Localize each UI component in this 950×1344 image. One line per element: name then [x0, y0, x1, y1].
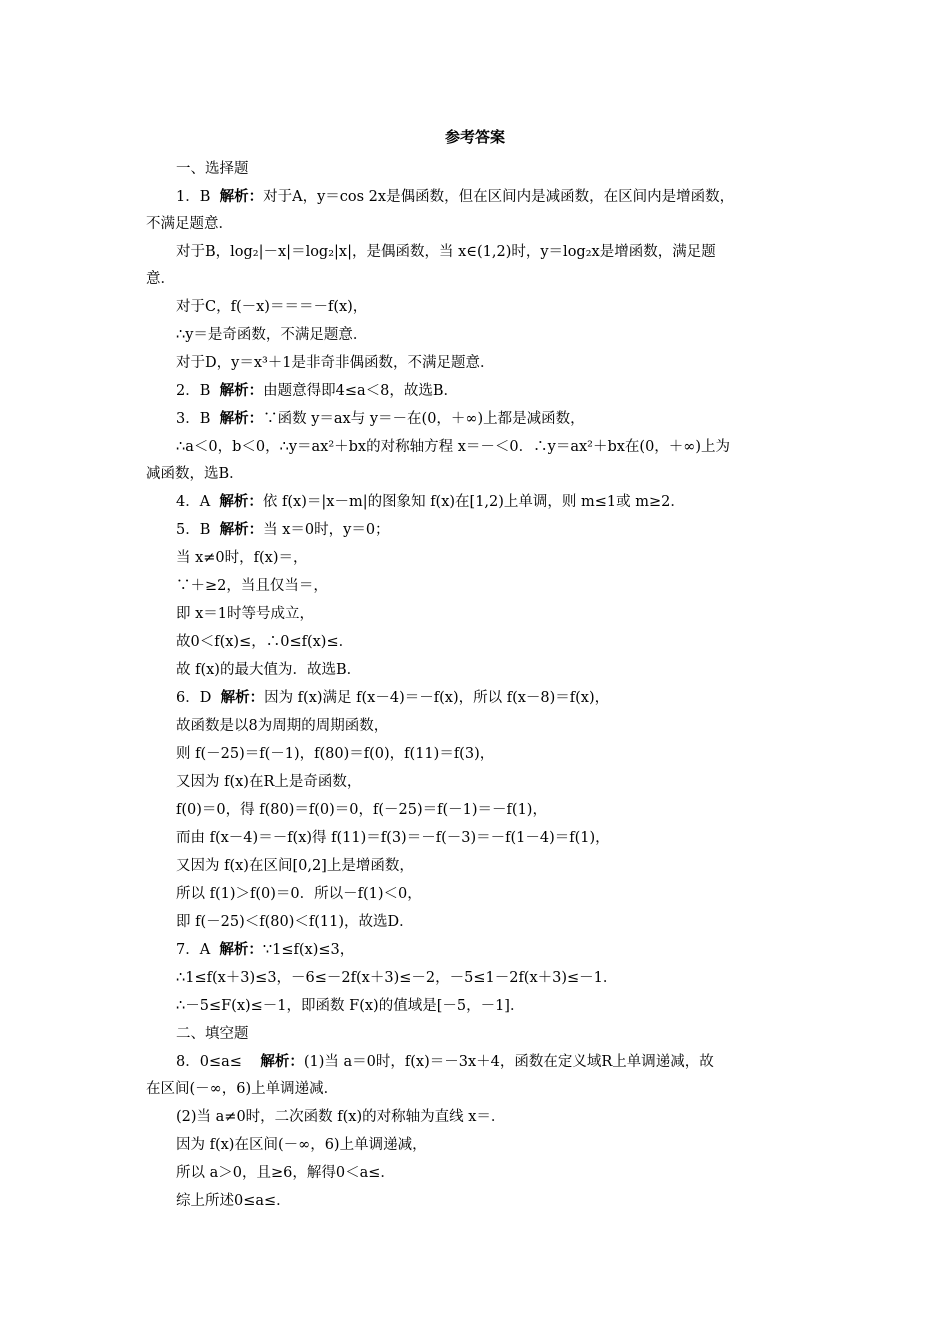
answer-line: [176, 688, 609, 708]
answer-line: 因为 f(x)在区间(－∞，6)上单调递减，: [176, 1137, 427, 1153]
analysis-label: 解析：: [219, 942, 263, 958]
answer-line: 则 f(－25)＝f(－1)，f(80)＝f(0)，f(11)＝f(3)，: [176, 746, 495, 762]
answer-text: (1)当 a＝0时，f(x)＝－3x＋4，函数在定义域R上单调递减，故: [303, 1054, 714, 1070]
answer-text: ∵函数 y＝ax与 y＝－在(0，＋∞)上都是减函数，: [263, 411, 585, 427]
question-number: 2．B: [176, 383, 211, 399]
answer-text: ∵1≤f(x)≤3，: [262, 942, 355, 958]
answer-line: 即 x＝1时等号成立，: [176, 606, 315, 622]
analysis-label: 解析：: [219, 522, 264, 538]
question-number: 4．A: [176, 494, 211, 510]
answer-line: 对于B，log₂|－x|＝log₂|x|，是偶函数，当 x∈(1,2)时，y＝log₂x是增函数，满足题: [176, 244, 716, 260]
answer-line: 而由 f(x－4)＝－f(x)得 f(11)＝f(3)＝－f(－3)＝－f(1－4)＝f(1)，: [176, 830, 610, 846]
answer-line: ∴a＜0，b＜0，∴y＝ax²＋bx的对称轴方程 x＝－＜0．∴y＝ax²＋bx在(0，＋∞)上为: [176, 439, 731, 455]
answer-line: [176, 492, 685, 512]
question-number: 3．B: [176, 411, 211, 427]
question-number: 7．A: [176, 942, 211, 958]
answer-line: 意．: [146, 271, 175, 287]
answer-line: f(0)＝0，得 f(80)＝f(0)＝0，f(－25)＝f(－1)＝－f(1)，: [176, 802, 547, 818]
answer-line: 减函数，选B．: [146, 466, 244, 482]
answer-text: 由题意得即4≤a＜8，故选B．: [263, 383, 459, 399]
answer-line: 不满足题意．: [146, 216, 233, 232]
answer-line: 故0＜f(x)≤，∴0≤f(x)≤．: [176, 634, 354, 650]
answer-line: (2)当 a≠0时，二次函数 f(x)的对称轴为直线 x＝．: [176, 1109, 506, 1125]
question-number: 6．D: [176, 690, 212, 706]
answer-text: 当 x＝0时，y＝0；: [263, 522, 390, 538]
question-number: 1．B: [176, 189, 211, 205]
answer-line: 对于D，y＝x³＋1是非奇非偶函数，不满足题意．: [176, 355, 495, 371]
analysis-label: 解析：: [219, 189, 264, 205]
answer-line: 故函数是以8为周期的周期函数，: [176, 718, 389, 734]
answer-line: 又因为 f(x)在R上是奇函数，: [176, 774, 362, 790]
answer-line: [176, 520, 390, 540]
answer-line: 即 f(－25)＜f(80)＜f(11)，故选D．: [176, 914, 414, 930]
answer-line: 所以 f(1)＞f(0)＝0．所以－f(1)＜0，: [176, 886, 422, 902]
answer-line: [176, 1052, 714, 1072]
answer-line: ∴y＝是奇函数，不满足题意．: [176, 327, 368, 343]
answer-line: 综上所述0≤a≤．: [176, 1193, 291, 1209]
page-title: 参考答案: [444, 128, 505, 146]
analysis-label: 解析：: [219, 411, 264, 427]
answer-line: ∴－5≤F(x)≤－1，即函数 F(x)的值域是[－5，－1]．: [176, 998, 525, 1014]
answer-text: 依 f(x)＝|x－m|的图象知 f(x)在[1,2)上单调，则 m≤1或 m≥2．: [262, 494, 685, 510]
question-number: 8．0≤a≤: [176, 1054, 242, 1070]
answer-line: ∵＋≥2，当且仅当＝，: [176, 578, 328, 594]
section-heading: 二、填空题: [176, 1026, 249, 1042]
question-number: 5．B: [176, 522, 211, 538]
answer-line: [176, 381, 458, 401]
answer-line: 又因为 f(x)在区间[0,2]上是增函数，: [176, 858, 414, 874]
analysis-label: 解析：: [219, 383, 264, 399]
answer-line: [176, 187, 734, 207]
answer-text: 因为 f(x)满足 f(x－4)＝－f(x)，所以 f(x－8)＝f(x)，: [264, 690, 610, 706]
answer-line: 所以 a＞0，且≥6，解得0＜a≤．: [176, 1165, 395, 1181]
analysis-label: 解析：: [260, 1054, 304, 1070]
analysis-label: 解析：: [219, 494, 263, 510]
section-heading: 一、选择题: [176, 161, 249, 177]
answer-line: [176, 409, 585, 429]
answer-line: 当 x≠0时，f(x)＝，: [176, 550, 308, 566]
answer-line: ∴1≤f(x＋3)≤3，－6≤－2f(x＋3)≤－2，－5≤1－2f(x＋3)≤－1．: [176, 970, 618, 986]
answer-line: 在区间(－∞，6)上单调递减．: [146, 1081, 339, 1097]
answer-line: 对于C，f(－x)＝＝＝－f(x)，: [176, 299, 368, 315]
answer-line: [176, 940, 354, 960]
analysis-label: 解析：: [220, 690, 265, 706]
answer-text: 对于A，y＝cos 2x是偶函数，但在区间内是减函数，在区间内是增函数，: [263, 189, 735, 205]
answer-line: 故 f(x)的最大值为．故选B．: [176, 662, 362, 678]
